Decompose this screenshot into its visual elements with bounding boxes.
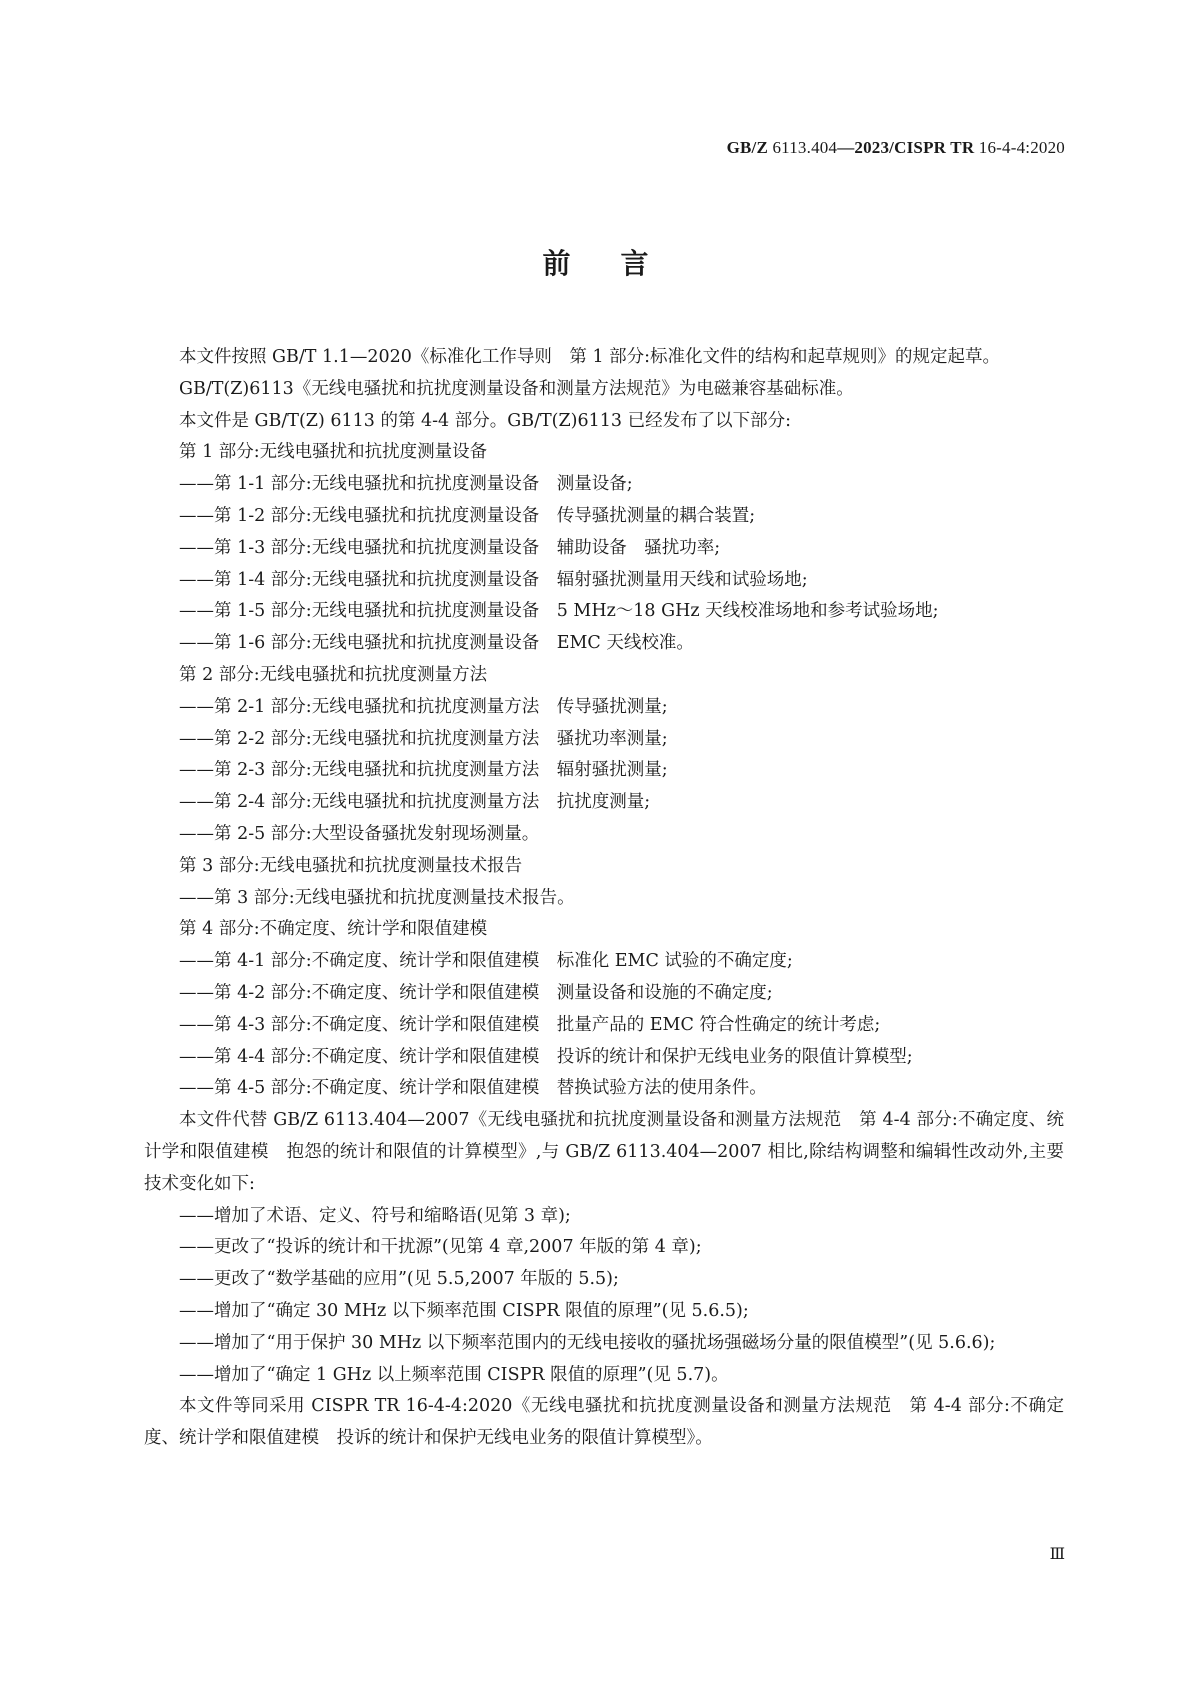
- document-body: [144, 342, 1064, 1455]
- header-std-sep: —2023/: [837, 138, 895, 157]
- header-std-prefix: GB/Z: [726, 138, 768, 157]
- list-item: ——更改了“数学基础的应用”(见 5.5,2007 年版的 5.5);: [179, 1269, 619, 1290]
- list-item: ——第 4-5 部分:不确定度、统计学和限值建模 替换试验方法的使用条件。: [179, 1078, 767, 1099]
- list-item: ——增加了术语、定义、符号和缩略语(见第 3 章);: [179, 1205, 571, 1226]
- list-item: ——第 2-5 部分:大型设备骚扰发射现场测量。: [179, 823, 540, 844]
- list-item: ——第 4-3 部分:不确定度、统计学和限值建模 批量产品的 EMC 符合性确定的统计考虑;: [179, 1014, 881, 1035]
- list-item: ——第 4-4 部分:不确定度、统计学和限值建模 投诉的统计和保护无线电业务的限值计算模型;: [179, 1046, 913, 1067]
- list-item: ——第 1-6 部分:无线电骚扰和抗扰度测量设备 EMC 天线校准。: [179, 633, 694, 654]
- list-item: ——更改了“投诉的统计和干扰源”(见第 4 章,2007 年版的第 4 章);: [179, 1237, 702, 1258]
- part-heading: 第 1 部分:无线电骚扰和抗扰度测量设备: [179, 442, 488, 463]
- header-cispr-label: CISPR TR: [894, 138, 975, 157]
- list-item: ——第 2-1 部分:无线电骚扰和抗扰度测量方法 传导骚扰测量;: [179, 696, 668, 717]
- list-item: ——第 1-4 部分:无线电骚扰和抗扰度测量设备 辐射骚扰测量用天线和试验场地;: [179, 569, 808, 590]
- list-item: ——第 1-2 部分:无线电骚扰和抗扰度测量设备 传导骚扰测量的耦合装置;: [179, 505, 756, 526]
- list-item: ——增加了“用于保护 30 MHz 以下频率范围内的无线电接收的骚扰场强磁场分量的限值模型”(见 5.6.6);: [179, 1332, 996, 1353]
- header-cispr-number: 16-4-4:2020: [978, 138, 1065, 157]
- paragraph: 本文件等同采用 CISPR TR 16-4-4:2020《无线电骚扰和抗扰度测量设备和测量方法规范 第 4-4 部分:不确定度、统计学和限值建模 投诉的统计和保护无线电业务的限值计算模型》。: [144, 1396, 1064, 1449]
- part-heading: 第 2 部分:无线电骚扰和抗扰度测量方法: [179, 664, 488, 685]
- page-title: 前言: [542, 247, 699, 280]
- paragraph: GB/T(Z)6113《无线电骚扰和抗扰度测量设备和测量方法规范》为电磁兼容基础标准。: [179, 378, 854, 399]
- paragraph: 本文件按照 GB/T 1.1—2020《标准化工作导则 第 1 部分:标准化文件的结构和起草规则》的规定起草。: [179, 347, 1001, 367]
- paragraph: 本文件是 GB/T(Z) 6113 的第 4-4 部分。GB/T(Z)6113 已经发布了以下部分:: [179, 410, 791, 431]
- list-item: ——第 1-3 部分:无线电骚扰和抗扰度测量设备 辅助设备 骚扰功率;: [179, 537, 721, 558]
- list-item: ——第 2-3 部分:无线电骚扰和抗扰度测量方法 辐射骚扰测量;: [179, 760, 668, 781]
- list-item: ——第 2-4 部分:无线电骚扰和抗扰度测量方法 抗扰度测量;: [179, 792, 651, 813]
- page-number: Ⅲ: [1049, 1546, 1065, 1563]
- list-item: ——第 4-2 部分:不确定度、统计学和限值建模 测量设备和设施的不确定度;: [179, 982, 773, 1003]
- header-std-number: 6113.404: [772, 138, 838, 157]
- list-item: ——第 1-1 部分:无线电骚扰和抗扰度测量设备 测量设备;: [179, 474, 633, 495]
- list-item: ——第 1-5 部分:无线电骚扰和抗扰度测量设备 5 MHz～18 GHz 天线校准场地和参考试验场地;: [179, 601, 939, 622]
- list-item: ——增加了“确定 1 GHz 以上频率范围 CISPR 限值的原理”(见 5.7)。: [179, 1364, 729, 1385]
- list-item: ——第 3 部分:无线电骚扰和抗扰度测量技术报告。: [179, 887, 575, 908]
- part-heading: 第 3 部分:无线电骚扰和抗扰度测量技术报告: [179, 855, 523, 876]
- list-item: ——第 2-2 部分:无线电骚扰和抗扰度测量方法 骚扰功率测量;: [179, 728, 668, 749]
- document-header: [727, 138, 1065, 158]
- part-heading: 第 4 部分:不确定度、统计学和限值建模: [179, 919, 488, 940]
- paragraph: 本文件代替 GB/Z 6113.404—2007《无线电骚扰和抗扰度测量设备和测量方法规范 第 4-4 部分:不确定度、统计学和限值建模 抱怨的统计和限值的计算模型》,与 GB/Z 6113.404—2007 相比,除结构调整和编辑性改动外,主要技术变化如下:: [144, 1110, 1064, 1194]
- list-item: ——增加了“确定 30 MHz 以下频率范围 CISPR 限值的原理”(见 5.6.5);: [179, 1300, 749, 1321]
- list-item: ——第 4-1 部分:不确定度、统计学和限值建模 标准化 EMC 试验的不确定度;: [179, 951, 793, 972]
